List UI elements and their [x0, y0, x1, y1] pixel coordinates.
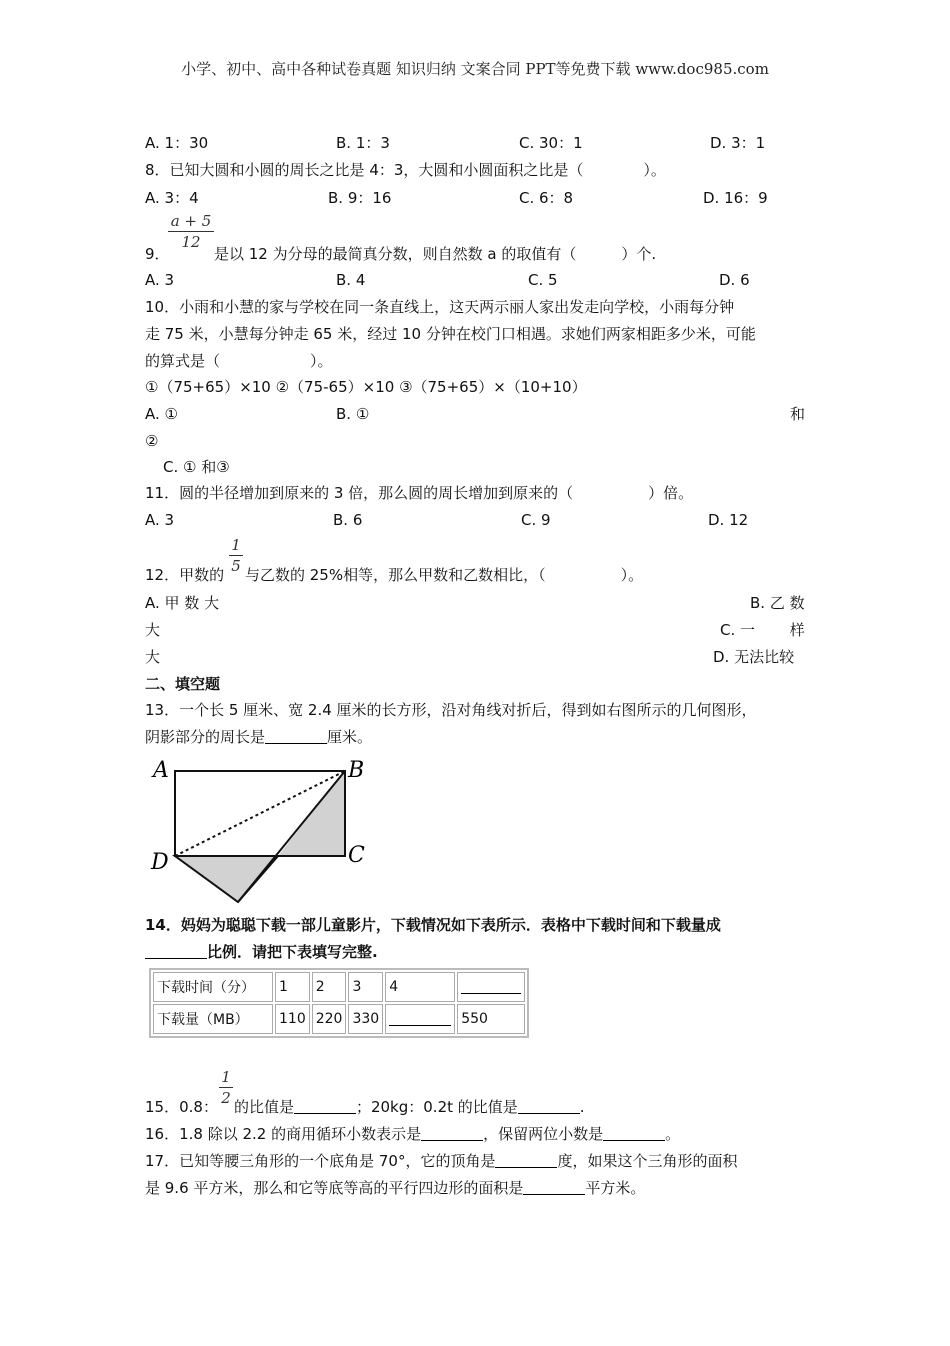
label-c: C — [348, 843, 365, 868]
q12-fraction-numerator: 1 — [231, 536, 241, 554]
table-cell: 1 — [275, 972, 310, 1002]
q12-prefix: 12．甲数的 — [145, 566, 225, 584]
q15-answer-blank-1[interactable] — [294, 1098, 356, 1114]
table-row — [153, 1004, 525, 1034]
table-cell-blank[interactable] — [385, 1004, 455, 1034]
table-answer-blank[interactable] — [461, 978, 521, 994]
q10-formulas: ①（75+65）×10 ②（75-65）×10 ③（75+65）×（10+10） — [145, 378, 587, 396]
q7-option-b[interactable]: B. 1：3 — [336, 134, 390, 152]
q10-option-b-tail: 和 — [790, 405, 806, 423]
table-answer-blank[interactable] — [389, 1010, 451, 1026]
download-table — [149, 968, 529, 1038]
q9-option-b[interactable]: B. 4 — [336, 271, 366, 289]
page-header: 小学、初中、高中各种试卷真题 知识归纳 文案合同 PPT等免费下载 www.doc985.com — [181, 60, 769, 78]
q17-line1 — [145, 1151, 737, 1171]
q13-line2 — [145, 727, 372, 747]
q14-answer-blank[interactable] — [145, 943, 207, 959]
q8-option-b[interactable]: B. 9：16 — [328, 189, 392, 207]
q11-option-d[interactable]: D. 12 — [708, 511, 749, 529]
q11-option-b[interactable]: B. 6 — [333, 511, 363, 529]
table-header-time: 下载时间（分） — [153, 972, 273, 1002]
q9-option-d[interactable]: D. 6 — [719, 271, 750, 289]
q9-text: 是以 12 为分母的最简真分数，则自然数 a 的取值有（ ）个. — [214, 245, 657, 263]
q8-option-d[interactable]: D. 16：9 — [703, 189, 768, 207]
q12-option-a[interactable]: A. 甲 数 大 — [145, 594, 220, 612]
q16-text — [145, 1124, 680, 1144]
q15-prefix: 15．0.8： — [145, 1098, 218, 1116]
q15-mid: 的比值是 — [233, 1098, 294, 1116]
table-row — [153, 972, 525, 1002]
q15-fraction-denominator: 2 — [221, 1089, 231, 1107]
q12-option-b[interactable]: B. 乙 数 — [750, 594, 805, 612]
table-header-amount: 下载量（MB） — [153, 1004, 273, 1034]
q10-option-c[interactable]: C. ① 和③ — [163, 458, 230, 476]
section-title: 二、填空题 — [145, 675, 221, 693]
q15-suffix: . — [579, 1098, 585, 1116]
q17-line1-suffix: 度，如果这个三角形的面积 — [557, 1152, 738, 1170]
q9-fraction-numerator: a + 5 — [170, 212, 212, 230]
table-cell: 3 — [348, 972, 383, 1002]
q11-option-a[interactable]: A. 3 — [145, 511, 175, 529]
q13-line1: 13．一个长 5 厘米、宽 2.4 厘米的长方形，沿对角线对折后，得到如右图所示的几何图形， — [145, 701, 757, 719]
q8-option-c[interactable]: C. 6：8 — [519, 189, 574, 207]
q15-text — [145, 1097, 585, 1117]
q17-answer-blank-1[interactable] — [495, 1152, 557, 1168]
q12-fraction-denominator: 5 — [231, 557, 241, 575]
q9-fraction — [168, 213, 214, 250]
q10-option-b[interactable]: B. ① — [336, 405, 370, 423]
q13-line2-suffix: 厘米。 — [327, 728, 373, 746]
q17-answer-blank-2[interactable] — [523, 1179, 585, 1195]
q10-line3: 的算式是（ ）。 — [145, 352, 333, 370]
q13-answer-blank[interactable] — [265, 728, 327, 744]
q10-option-b-continued: ② — [145, 432, 159, 450]
table-cell-blank[interactable] — [457, 972, 525, 1002]
q11-text: 11．圆的半径增加到原来的 3 倍，那么圆的周长增加到原来的（ ）倍。 — [145, 484, 694, 502]
q15-mid2: ；20kg：0.2t 的比值是 — [355, 1098, 518, 1116]
folded-triangle-shaded — [175, 856, 278, 902]
q17-line1-prefix: 17．已知等腰三角形的一个底角是 70°，它的顶角是 — [145, 1152, 496, 1170]
q7-option-c[interactable]: C. 30：1 — [519, 134, 583, 152]
q12-text: 与乙数的 25%相等，那么甲数和乙数相比，（ ）。 — [245, 566, 644, 584]
q15-fraction-numerator: 1 — [221, 1068, 231, 1086]
q17-line2-suffix: 平方米。 — [585, 1179, 646, 1197]
folded-rectangle-figure — [145, 755, 375, 907]
table-cell: 4 — [385, 972, 455, 1002]
q16-prefix: 16．1.8 除以 2.2 的商用循环小数表示是 — [145, 1125, 422, 1143]
q13-line2-prefix: 阴影部分的周长是 — [145, 728, 266, 746]
q10-line1: 10．小雨和小慧的家与学校在同一条直线上，这天两示丽人家出发走向学校，小雨每分钟 — [145, 298, 735, 316]
table-cell: 110 — [275, 1004, 310, 1034]
table-cell: 220 — [312, 1004, 347, 1034]
q8-text: 8．已知大圆和小圆的周长之比是 4：3，大圆和小圆面积之比是（ ）。 — [145, 161, 666, 179]
q8-option-a[interactable]: A. 3：4 — [145, 189, 199, 207]
q17-line2 — [145, 1178, 645, 1198]
q9-option-a[interactable]: A. 3 — [145, 271, 175, 289]
fraction-bar — [168, 231, 214, 232]
q16-answer-blank-2[interactable] — [603, 1125, 665, 1141]
q16-mid: ，保留两位小数是 — [483, 1125, 604, 1143]
q10-option-a[interactable]: A. ① — [145, 405, 178, 423]
q16-answer-blank-1[interactable] — [421, 1125, 483, 1141]
q9-number: 9． — [145, 245, 170, 263]
table-cell: 330 — [348, 1004, 383, 1034]
q9-fraction-denominator: 12 — [181, 233, 201, 251]
q14-line1: 14．妈妈为聪聪下载一部儿童影片，下载情况如下表所示．表格中下载时间和下载量成 — [145, 916, 721, 934]
q12-option-d[interactable]: D. 无法比较 — [713, 648, 795, 666]
q14-line2 — [145, 942, 378, 962]
label-b: B — [348, 758, 365, 783]
q14-line2-suffix: 比例．请把下表填写完整. — [207, 943, 378, 961]
q12-fraction — [229, 537, 243, 574]
fraction-bar — [229, 555, 243, 556]
q7-option-d[interactable]: D. 3：1 — [710, 134, 766, 152]
q16-suffix: 。 — [665, 1125, 681, 1143]
table-cell: 2 — [312, 972, 347, 1002]
q7-option-a[interactable]: A. 1：30 — [145, 134, 209, 152]
table-cell: 550 — [457, 1004, 525, 1034]
q9-option-c[interactable]: C. 5 — [528, 271, 558, 289]
label-d: D — [151, 850, 169, 875]
q15-answer-blank-2[interactable] — [518, 1098, 580, 1114]
label-a: A — [153, 758, 169, 783]
q10-line2: 走 75 米，小慧每分钟走 65 米，经过 10 分钟在校门口相遇。求她们两家相距多少米，可能 — [145, 325, 756, 343]
fraction-bar — [219, 1087, 233, 1088]
q12-option-a-continued: 大 — [145, 621, 161, 639]
q17-line2-prefix: 是 9.6 平方米，那么和它等底等高的平行四边形的面积是 — [145, 1179, 524, 1197]
q11-option-c[interactable]: C. 9 — [521, 511, 551, 529]
q12-option-c-continued: 大 — [145, 648, 161, 666]
q12-option-c[interactable]: C. 一 样 — [720, 621, 805, 639]
